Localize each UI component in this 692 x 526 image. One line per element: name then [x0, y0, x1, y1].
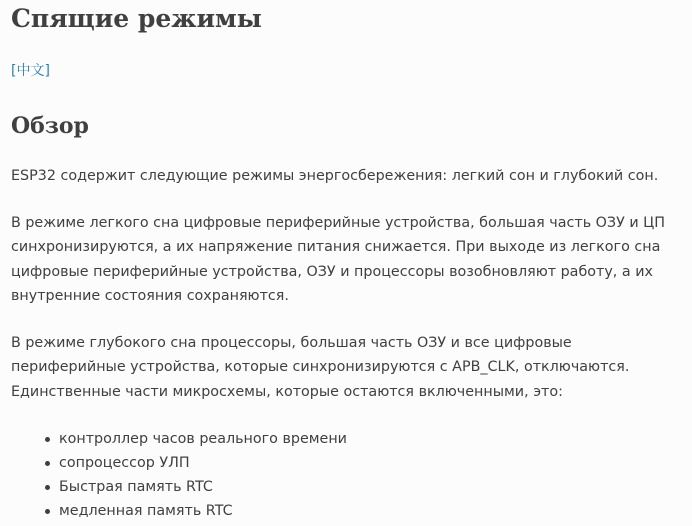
list-item-text: медленная память RTC: [59, 503, 233, 520]
paragraph-modes: ESP32 содержит следующие режимы энергосбережения: легкий сон и глубокий сон.: [11, 168, 659, 184]
list-item: [11, 499, 347, 523]
list-item-text: контроллер часов реального времени: [59, 431, 347, 447]
bullet-icon: [45, 509, 50, 514]
powered-parts-list: [11, 427, 347, 523]
paragraph-deep-sleep: В режиме глубокого сна процессоры, большая часть ОЗУ и все цифровые периферийные устройства, которые синхронизируются с APB_CLK, отключаются. Единственные части микросхемы, которые остаются включенными, это:: [11, 335, 630, 400]
section-heading-overview: Обзор: [11, 113, 89, 139]
list-item: [11, 427, 347, 451]
list-item: [11, 451, 347, 475]
list-item-text: Быстрая память RTC: [59, 479, 213, 496]
list-item: [11, 475, 347, 499]
bullet-icon: [45, 461, 50, 466]
list-item-text: сопроцессор УЛП: [59, 455, 190, 472]
paragraph-light-sleep: В режиме легкого сна цифровые периферийные устройства, большая часть ОЗУ и ЦП синхронизируются, а их напряжение питания снижается. При выходе из легкого сна цифровые периферийные устройства, ОЗУ и процессоры возобновляют работу, а их внутренние состояния сохраняются.: [11, 215, 666, 304]
bullet-icon: [45, 437, 50, 442]
bullet-icon: [45, 485, 50, 490]
language-link-chinese[interactable]: [中文]: [11, 63, 50, 79]
page-title: Спящие режимы: [11, 4, 262, 33]
